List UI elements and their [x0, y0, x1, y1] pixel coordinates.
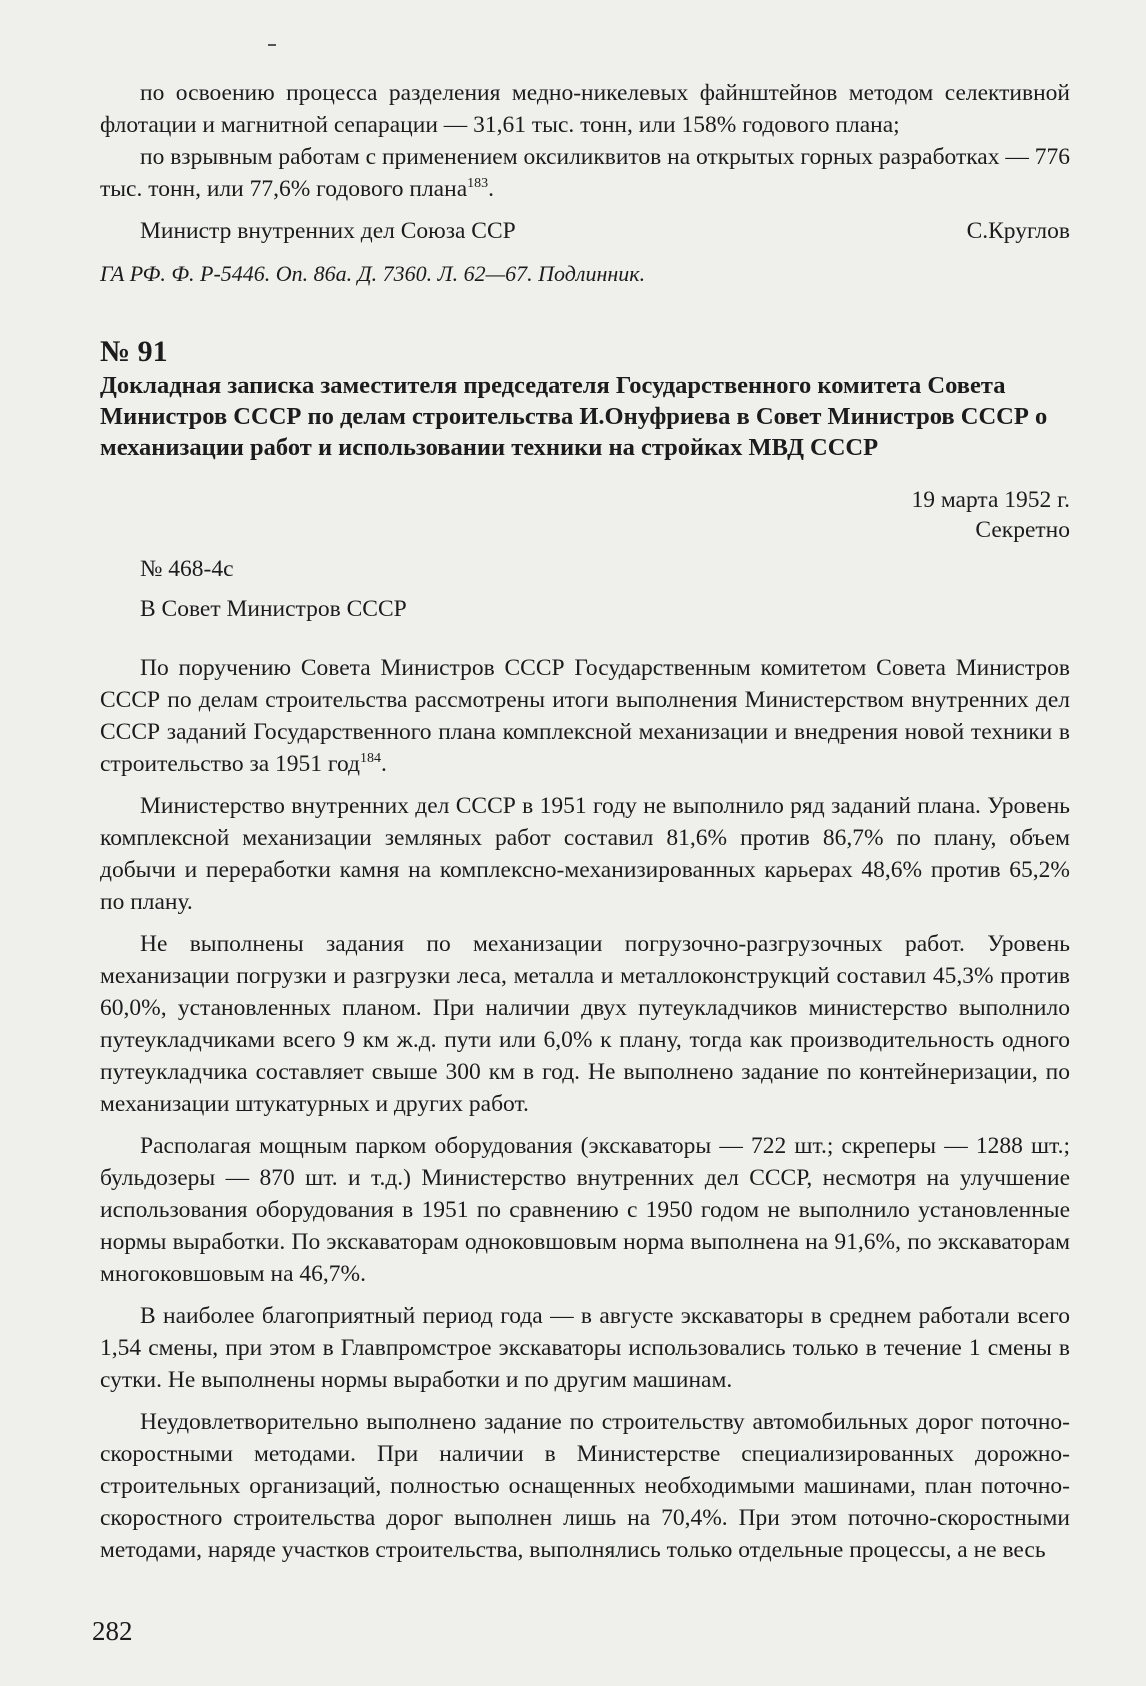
page-number: 282: [92, 1616, 133, 1646]
paragraph-3: Не выполнены задания по механизации погрузочно-разгрузочных работ. Уровень механизации погрузки и разгрузки леса, металла и металлоконструкций составил 45,3% против 60,0%, установленных планом. При наличии двух путеукладчиков министерство выполнило путеукладчиками всего 9 км ж.д. пути или 6,0% к плану, тогда как производительность одного путеукладчика составляет свыше 300 км в год. Не выполнено задание по контейнеризации, по механизации штукатурных и других работ.: [100, 931, 1070, 1117]
footnote-ref[interactable]: 183: [467, 176, 489, 192]
paragraph-blasting: по взрывным работам с применением оксиликвитов на открытых горных разработках — 776 тыс. тонн, или 77,6% годового плана$^{183}$.: [100, 144, 1070, 202]
archive-reference: ГА РФ. Ф. Р-5446. Оп. 86а. Д. 7360. Л. 62—67. Подлинник.: [100, 261, 646, 286]
paragraph-1: По поручению Совета Министров СССР Государственным комитетом Совета Министров СССР по делам строительства рассмотрены итоги выполнения Министерством внутренних дел СССР заданий Государственного плана комплексной механизации и внедрения новой техники в строительство за 1951 год$^{184}$.: [100, 655, 1070, 777]
document-number: № 91: [100, 335, 168, 368]
footnote-ref[interactable]: 184: [360, 751, 382, 767]
paragraph-5: В наиболее благоприятный период года — в августе экскаваторы в среднем работали всего 1,54 смены, при этом в Главпромстрое экскаваторы использовались только в течение 1 смены в сутки. Не выполнены нормы выработки и по другим машинам.: [100, 1303, 1070, 1393]
document-date: 19 марта 1952 г.: [911, 487, 1070, 513]
paragraph-2: Министерство внутренних дел СССР в 1951 году не выполнило ряд заданий плана. Уровень комплексной механизации земляных работ составил 81,6% против 86,7% по плану, объем добычи и переработки камня на комплексно-механизированных карьерах 48,6% против 65,2% по плану.: [100, 793, 1070, 915]
document-body: [100, 652, 1070, 1566]
signature-name: С.Круглов: [966, 218, 1070, 244]
signature-position: Министр внутренних дел Союза ССР: [140, 218, 516, 244]
signature-line: [100, 215, 1070, 247]
addressee: В Совет Министров СССР: [140, 596, 407, 622]
paragraph-6: Неудовлетворительно выполнено задание по строительству автомобильных дорог поточно-скоростными методами. При наличии в Министерстве специализированных дорожно-строительных организаций, полностью оснащенных необходимыми машинами, план поточно-скоростного строительства дорог выполнен лишь на 70,4%. При этом поточно-скоростными методами, наряде участков строительства, выполнялись только отдельные процессы, а не весь: [100, 1409, 1070, 1563]
paragraph-flotation: по освоению процесса разделения медно-никелевых файнштейнов методом селективной флотации и магнитной сепарации — 31,61 тыс. тонн, или 158% годового плана;: [100, 80, 1070, 138]
registration-number: № 468-4с: [140, 556, 234, 582]
top-section: [100, 77, 1070, 289]
classification-label: Секретно: [975, 517, 1070, 543]
scan-mark: [268, 44, 276, 46]
document-header: [100, 334, 1070, 625]
paragraph-4: Располагая мощным парком оборудования (экскаваторы — 722 шт.; скреперы — 1288 шт.; бульдозеры — 870 шт. и т.д.) Министерство внутренних дел СССР, несмотря на улучшение использования оборудования в 1951 по сравнению с 1950 годом не выполнило установленные нормы выработки. По экскаваторам одноковшовым норма выполнена на 91,6%, по экскаваторам многоковшовым на 46,7%.: [100, 1133, 1070, 1287]
document-title: Докладная записка заместителя председателя Государственного комитета Совета Министров СССР по делам строительства И.Онуфриева в Совет Министров СССР о механизации работ и использовании техники на стройках МВД СССР: [100, 372, 1048, 461]
